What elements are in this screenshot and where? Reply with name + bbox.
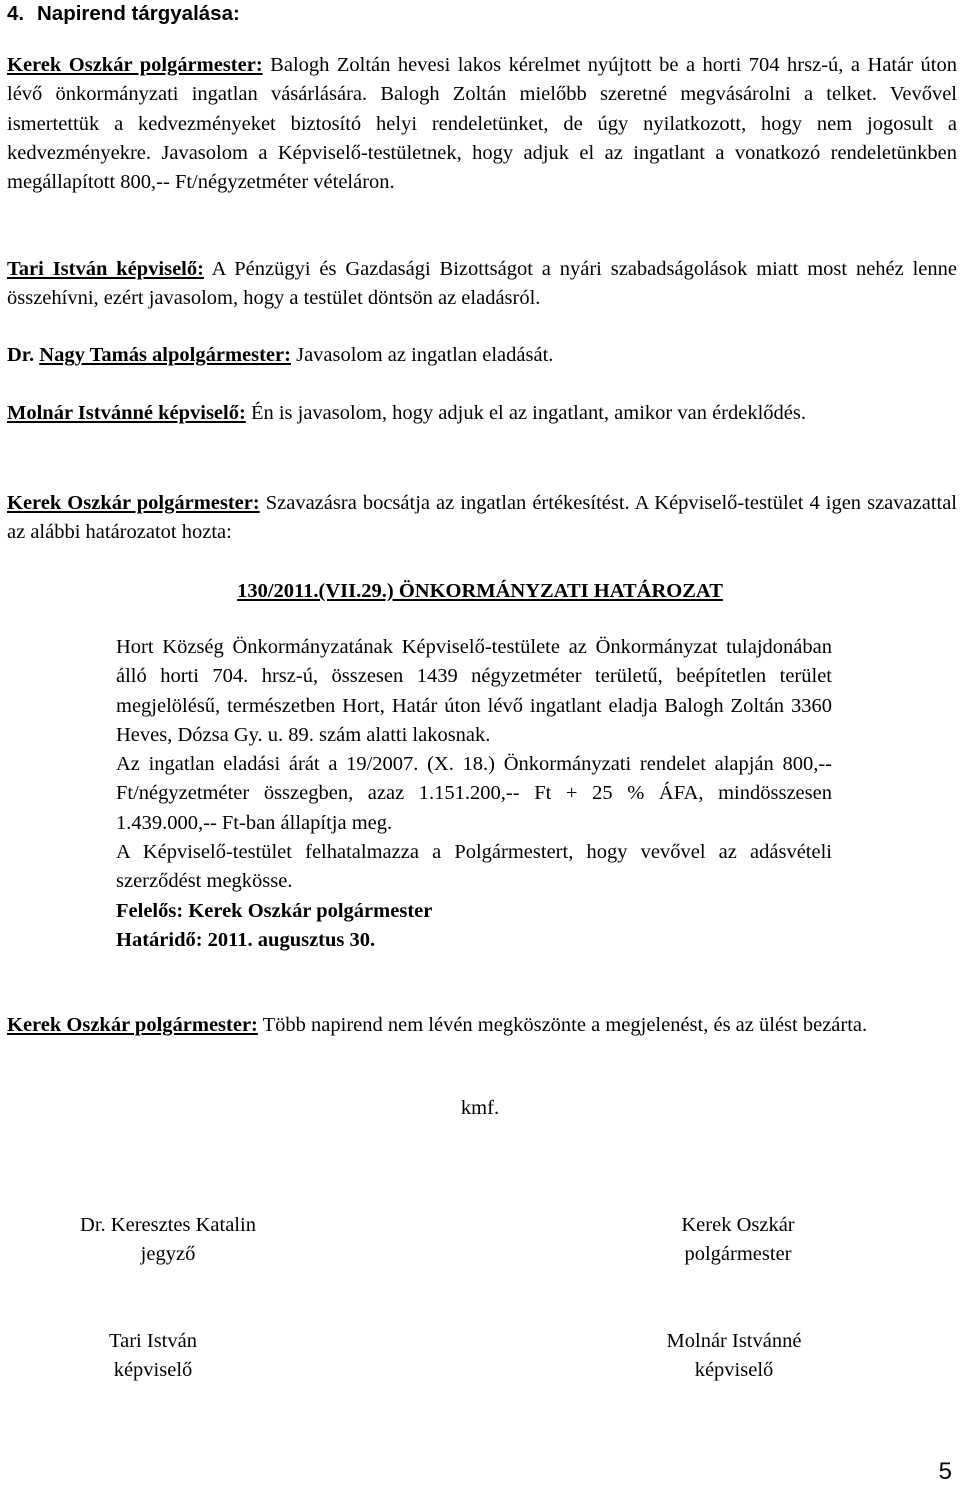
paragraph-text: Szavazásra bocsátja az ingatlan értékesítést. A Képviselő-testület 4 igen szavazattal az alábbi határozatot hozta: <box>7 492 957 544</box>
resolution-paragraph-price: Az ingatlan eladási árát a 19/2007. (X. 18.) Önkormányzati rendelet alapján 800,-- Ft/négyzetméter összegben, azaz 1.151.200,-- Ft + 25 % ÁFA, mindösszesen 1.439.000,-- Ft-ban állapítja meg. <box>116 753 832 834</box>
resolution-body <box>116 633 832 955</box>
signature-block-representative-molnar <box>584 1327 884 1386</box>
speaker-label: Kerek Oszkár polgármester: <box>7 1014 258 1036</box>
speaker-label: Nagy Tamás alpolgármester: <box>39 344 291 366</box>
resolution-deadline: Határidő: 2011. augusztus 30. <box>116 928 376 951</box>
signature-role: képviselő <box>694 1359 774 1382</box>
signature-role: képviselő <box>113 1359 193 1382</box>
paragraph-closing <box>7 1011 957 1040</box>
paragraph-mayor-proposal <box>7 51 957 197</box>
resolution-paragraph-authorization: A Képviselő-testület felhatalmazza a Polgármestert, hogy vevővel az adásvételi szerződést megkösse. <box>116 841 832 893</box>
signature-block-mayor <box>588 1211 888 1270</box>
speaker-prefix: Dr. <box>7 344 35 366</box>
section-title: Napirend tárgyalása: <box>37 2 240 25</box>
resolution-paragraph-sale: Hort Község Önkormányzatának Képviselő-testülete az Önkormányzat tulajdonában álló horti 704. hrsz-ú, összesen 1439 négyzetméter területű, beépítetlen terület megjelölésű, természetben Hort, Határ úton lévő ingatlant eladja Balogh Zoltán 3360 Heves, Dózsa Gy. u. 89. szám alatti lakosnak. <box>116 636 832 746</box>
speaker-label: Kerek Oszkár polgármester: <box>7 54 263 76</box>
paragraph-vote <box>7 489 957 548</box>
kmf-label: kmf. <box>460 1097 500 1119</box>
signature-name: Tari István <box>109 1330 197 1352</box>
paragraph-text: Javasolom az ingatlan eladását. <box>290 344 554 366</box>
section-heading <box>7 2 240 26</box>
signature-name: Molnár Istvánné <box>666 1330 802 1352</box>
speaker-label: Kerek Oszkár polgármester: <box>7 492 260 514</box>
signature-role: jegyző <box>140 1243 196 1266</box>
speaker-label: Molnár Istvánné képviselő: <box>7 402 246 424</box>
signature-name: Dr. Keresztes Katalin <box>80 1214 256 1236</box>
signature-role: polgármester <box>684 1243 792 1266</box>
signature-block-notary <box>18 1211 318 1270</box>
signature-name: Kerek Oszkár <box>681 1214 795 1236</box>
paragraph-molnar-istvanne <box>7 399 957 428</box>
section-number: 4. <box>7 2 25 25</box>
signature-block-representative-tari <box>3 1327 303 1386</box>
speaker-label: Tari István képviselő: <box>7 258 204 280</box>
page-number: 5 <box>938 1458 952 1485</box>
paragraph-text: Balogh Zoltán hevesi lakos kérelmet nyújtott be a horti 704 hrsz-ú, a Határ úton lévő önkormányzati ingatlan vásárlására. Balogh Zoltán mielőbb szeretné megvásárolni a telket. Vevővel ismertettük a kedvezményeket biztosító helyi rendeletünket, de úgy nyilatkozott, hogy nem jogosult a kedvezményekre. Javasolom a Képviselő-testületnek, hogy adjuk el az ingatlant a vonatkozó rendeletünkben megállapított 800,-- Ft/négyzetméter vételáron. <box>7 54 957 194</box>
paragraph-deputy-mayor <box>7 341 957 370</box>
paragraph-text: A Pénzügyi és Gazdasági Bizottságot a nyári szabadságolások miatt most nehéz lenne összehívni, ezért javasolom, hogy a testület döntsön az eladásról. <box>7 258 958 310</box>
paragraph-text: Több napirend nem lévén megköszönte a megjelenést, és az ülést bezárta. <box>257 1014 868 1036</box>
resolution-title: 130/2011.(VII.29.) ÖNKORMÁNYZATI HATÁROZAT <box>237 580 723 602</box>
paragraph-text: Én is javasolom, hogy adjuk el az ingatlant, amikor van érdeklődés. <box>245 402 806 424</box>
paragraph-tari-istvan <box>7 255 957 314</box>
resolution-responsible: Felelős: Kerek Oszkár polgármester <box>116 899 433 922</box>
